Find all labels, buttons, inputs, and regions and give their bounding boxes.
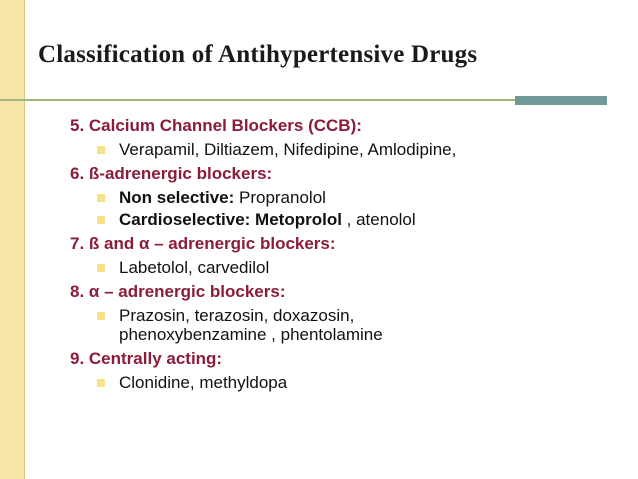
square-bullet-icon [97,194,105,202]
list-item-text-line2: phenoxybenzamine , phentolamine [119,325,383,344]
list-item [70,140,630,159]
list-item-value: , atenolol [341,210,416,229]
section-heading-centrally-acting: 9. Centrally acting: [70,349,223,368]
list-item-label: Cardioselective: Metoprolol [119,210,342,229]
title-divider [0,99,580,101]
list-item [70,210,630,229]
list-item [70,373,630,392]
slide-content [70,115,630,395]
section-heading-beta-alpha-blockers: 7. ß and α – adrenergic blockers: [70,234,336,253]
list-item [70,258,630,277]
title-divider-accent [515,96,607,105]
list-item [70,306,630,344]
left-decorative-bar [0,0,24,479]
left-bar-edge [24,0,25,479]
list-item-text: Verapamil, Diltiazem, Nifedipine, Amlodipine, [119,140,457,159]
slide-title: Classification of Antihypertensive Drugs [38,41,478,68]
square-bullet-icon [97,216,105,224]
section-heading-ccb: 5. Calcium Channel Blockers (CCB): [70,116,362,135]
square-bullet-icon [97,146,105,154]
section-heading-beta-blockers: 6. ß-adrenergic blockers: [70,164,273,183]
list-item-value: Propranolol [234,188,326,207]
list-item-label: Non selective: [119,188,235,207]
square-bullet-icon [97,312,105,320]
square-bullet-icon [97,264,105,272]
list-item-text: Clonidine, methyldopa [119,373,288,392]
square-bullet-icon [97,379,105,387]
list-item-text: Labetolol, carvedilol [119,258,270,277]
list-item [70,188,630,207]
section-heading-alpha-blockers: 8. α – adrenergic blockers: [70,282,286,301]
list-item-text-line1: Prazosin, terazosin, doxazosin, [119,306,355,325]
